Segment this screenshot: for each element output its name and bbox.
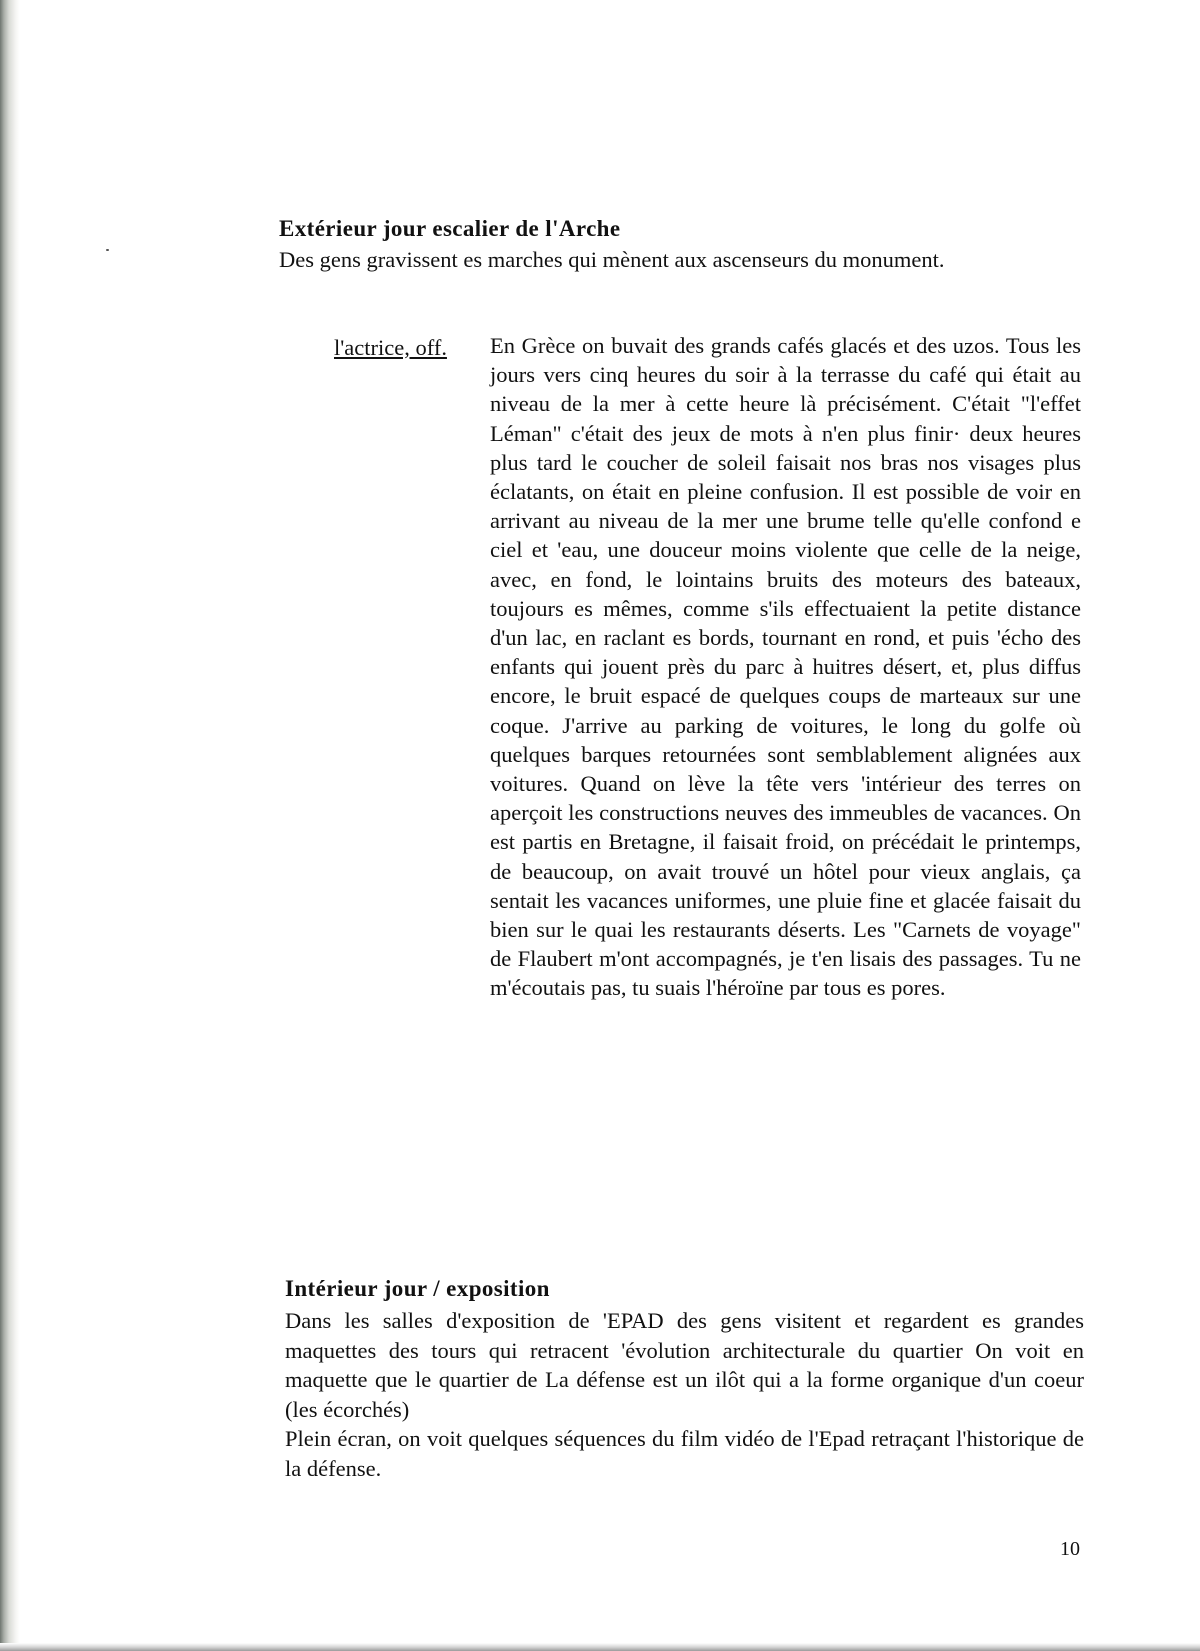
scan-speck [106, 249, 109, 251]
dialogue-speaker: l'actrice, off. [334, 335, 447, 360]
scan-shadow-left [0, 0, 20, 1651]
dialogue-text: En Grèce on buvait des grands cafés glacés et des uzos. Tous les jours vers cinq heures du soir à la terrasse du café qui était au niveau de la mer à cette heure là précisément. C'était "l'effet Léman" c'était des jeux de mots à n'en plus finir· deux heures plus tard le coucher de soleil faisait nos bras nos visages plus éclatants, on était en pleine confusion. Il est possible de voir en arrivant au niveau de la mer une brume telle qu'elle confond e ciel et 'eau, une douceur moins violente que celle de la neige, avec, en fond, le lointains bruits des moteurs des bateaux, toujours es mêmes, comme s'ils effectuaient la petite distance d'un lac, en raclant es bords, tournant en rond, et puis 'écho des enfants qui jouent près du parc à huitres désert, et, plus diffus encore, le bruit espacé de quelques coups de marteaux sur une coque. J'arrive au parking de voitures, le long du golfe où quelques barques retournées sont semblablement alignées aux voitures. Quand on lève la tête vers 'intérieur des terres on aperçoit les constructions neuves des immeubles de vacances. On est partis en Bretagne, il faisait froid, on précédait le printemps, de beaucoup, on avait trouvé un hôtel pour vieux anglais, ça sentait les vacances uniformes, une pluie fine et glacée faisait du bien sur le quai les restaurants déserts. Les "Carnets de voyage" de Flaubert m'ont accompagnés, je t'en lisais des passages. Tu ne m'écoutais pas, tu suais l'héroïne par tous es pores. [490, 333, 1081, 1001]
scan-shadow-bottom [0, 1643, 1200, 1651]
scene-heading-1: Extérieur jour escalier de l'Arche [279, 216, 621, 241]
scene-heading-2: Intérieur jour / exposition [285, 1276, 550, 1301]
scene-description-2 [285, 1306, 1084, 1483]
scene-description-1: Des gens gravissent es marches qui mènent aux ascenseurs du monument. [279, 247, 945, 272]
page-number: 10 [1060, 1538, 1080, 1560]
scene-description-2-paragraph-2: Plein écran, on voit quelques séquences du film vidéo de l'Epad retraçant l'historique de la défense. [285, 1426, 1084, 1481]
scene-description-2-paragraph-1: Dans les salles d'exposition de 'EPAD des gens visitent et regardent es grandes maquettes des tours qui retracent 'évolution architecturale du quartier On voit en maquette que le quartier de La défense est un ilôt qui a la forme organique d'un coeur (les écorchés) [285, 1308, 1084, 1422]
